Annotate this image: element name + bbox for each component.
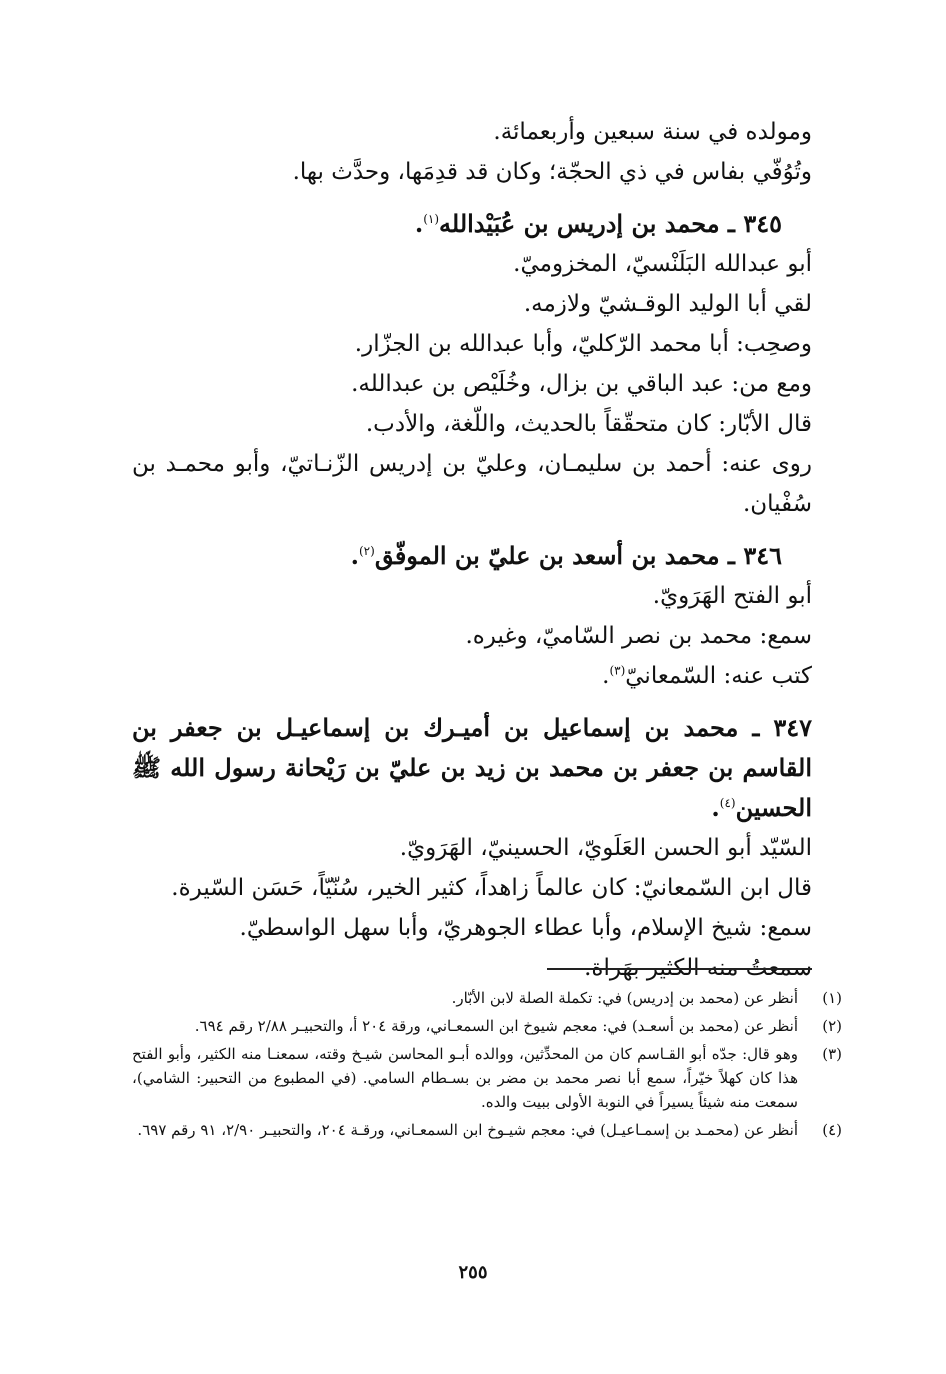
entry-line: قال الأبّار: كان متحقّقاً بالحديث، واللّغة، والأدب. (365, 411, 812, 437)
entry-line (132, 656, 812, 696)
footnote-number: (٤) (822, 1121, 842, 1139)
entry-line: وصحِب: أبا محمد الرّكليّ، وأبا عبدالله بن الجزّار. (354, 331, 812, 357)
page-number: ٢٥٥ (458, 1262, 488, 1283)
footnote-ref: (٣) (609, 663, 626, 678)
entry-line: أبو الفتح الهَرَويّ. (652, 583, 812, 609)
footnote-number: (١) (822, 989, 842, 1007)
entry-heading-text: ٣٤٥ ـ محمد بن إدريس بن عُبَيْدالله (439, 209, 782, 238)
entry-line: السّيّد أبو الحسن العَلَويّ، الحسينيّ، الهَرَويّ. (399, 835, 812, 861)
footnote-text: وهو قال: جدّه أبو القـاسم كان من المحدِّثين، ووالده أبـو المحاسن شيـخ وقته، سمعنـا منه الكثير، وأبو الفتح هذا كان كهلاً خيّراً، سمع أبا نصر محمد بن مضر بن بسـطام السامي. (في المطبوع من التحبير: الشامي)، سمعت منه شيئاً يسيراً في النوبة الأولى ببيت والده. (132, 1045, 798, 1111)
punctuation: . (414, 209, 424, 238)
footnote-number: (٣) (822, 1045, 842, 1063)
main-text (132, 112, 812, 988)
entry-line: سمع: محمد بن نصر السّاميّ، وغيره. (465, 623, 812, 649)
entry-line: سمع: شيخ الإسلام، وأبا عطاء الجوهريّ، وأبا سهل الواسطيّ. (239, 915, 812, 941)
intro-line-1: ومولده في سنة سبعين وأربعمائة. (493, 119, 812, 145)
entry-line: ومع من: عبد الباقي بن بزال، وخُلَيْص بن عبدالله. (351, 371, 812, 397)
punctuation: . (711, 793, 720, 822)
entry-line: أبو عبدالله البَلَنْسيّ، المخزوميّ. (513, 251, 812, 277)
entry-line: قال ابن السّمعانيّ: كان عالماً زاهداً، كثير الخير، سُنّيّاً، حَسَن السّيرة. (171, 875, 812, 901)
entry-line-text: كتب عنه: السّمعانيّ (625, 663, 812, 689)
footnote-ref: (١) (423, 212, 440, 226)
intro-line-2: وتُوُفّي بفاس في ذي الحجّة؛ وكان قد قدِمَها، وحدَّث بها. (292, 159, 812, 185)
entry-heading-text: ٣٤٦ ـ محمد بن أسعد بن عليّ بن الموفّق (374, 541, 782, 570)
footnote-number: (٢) (822, 1017, 842, 1035)
entry-paragraph: روى عنه: أحمد بن سليمـان، وعليّ بن إدريس الزّنـاتيّ، وأبو محمـد بن سُفْيان. (132, 451, 812, 517)
footnote-text: أنظر عن (محمد بن أسعـد) في: معجم شيوخ ابن السمعـاني، ورقة ٢٠٤ أ، والتحبيـر ٢/٨٨ رقم ٦٩٤. (194, 1017, 798, 1035)
entry-345 (132, 204, 812, 524)
footnote (132, 986, 842, 1010)
footnote (132, 1118, 842, 1142)
footnote-ref: (٤) (719, 796, 736, 810)
footnote-divider (547, 968, 812, 970)
entry-347 (132, 708, 812, 988)
entry-heading-text: ٣٤٧ ـ محمد بن إسماعيل بن أميـرك بن إسماعيـل بن جعفر بن القاسم بن جعفر بن محمد بن زيد بن عليّ بن رَيْحانة رسول الله ﷺ الحسين (132, 713, 812, 822)
punctuation: . (602, 663, 610, 689)
footnote-text: أنظر عن (محمد بن إدريس) في: تكملة الصلة لابن الأبّار. (451, 989, 798, 1007)
footnote-ref: (٢) (358, 544, 375, 558)
entry-heading (132, 204, 812, 244)
footnotes (132, 986, 842, 1146)
footnote (132, 1042, 842, 1114)
entry-line: لقي أبا الوليد الوقـشيّ ولازمه. (523, 291, 812, 317)
entry-heading (132, 536, 812, 576)
entry-346 (132, 536, 812, 696)
entry-line: سمعتُ منه الكثير بهَراة. (584, 955, 812, 981)
punctuation: . (350, 541, 359, 570)
entry-heading (132, 708, 812, 828)
footnote-text: أنظر عن (محمـد بن إسمـاعيـل) في: معجم شيـوخ ابن السمعـاني، ورقـة ٢٠٤، والتحبيـر ٢/٩٠، ٩١ رقم ٦٩٧. (137, 1121, 798, 1139)
footnote (132, 1014, 842, 1038)
